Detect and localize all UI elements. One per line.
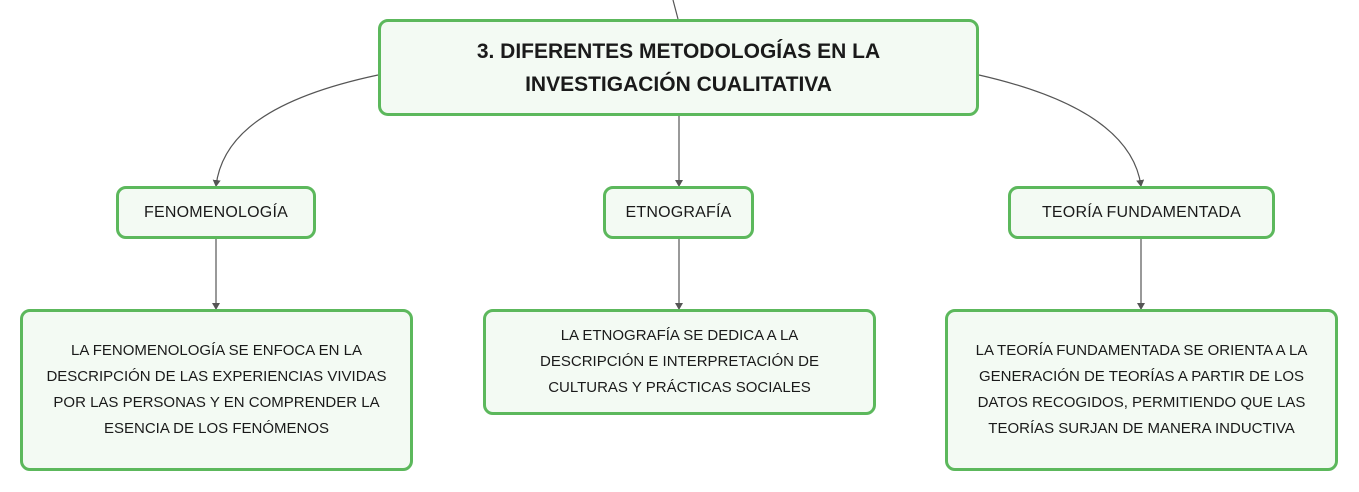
topic-node-etnografia[interactable] — [603, 186, 754, 239]
topic-label-teoria-fundamentada: TEORÍA FUNDAMENTADA — [1041, 203, 1242, 221]
description-text-fenomenologia: LA FENOMENOLOGÍA SE ENFOCA EN LA DESCRIPCIÓN DE LAS EXPERIENCIAS VIVIDAS POR LAS PERSONAS Y EN COMPRENDER LA ESENCIA DE LOS FENÓMENOS — [46, 342, 387, 437]
topic-label-etnografia: ETNOGRAFÍA — [625, 203, 732, 221]
connector-root-to-teoria — [979, 75, 1141, 186]
topic-node-fenomenologia[interactable] — [116, 186, 316, 239]
connector-root-to-fenomenologia — [216, 75, 378, 186]
description-text-etnografia: LA ETNOGRAFÍA SE DEDICA A LA DESCRIPCIÓN E INTERPRETACIÓN DE CULTURAS Y PRÁCTICAS SOCIALES — [540, 327, 819, 396]
root-topic-title: 3. DIFERENTES METODOLOGÍAS EN LA INVESTIGACIÓN CUALITATIVA — [476, 39, 881, 96]
connector-parent-to-root — [673, 0, 678, 19]
description-node-teoria-fundamentada[interactable] — [945, 309, 1338, 471]
topic-node-teoria-fundamentada[interactable] — [1008, 186, 1275, 239]
description-node-fenomenologia[interactable] — [20, 309, 413, 471]
topic-label-fenomenologia: FENOMENOLOGÍA — [144, 203, 288, 221]
description-text-teoria-fundamentada: LA TEORÍA FUNDAMENTADA SE ORIENTA A LA GENERACIÓN DE TEORÍAS A PARTIR DE LOS DATOS RECOGIDOS, PERMITIENDO QUE LAS TEORÍAS SURJAN DE MANERA INDUCTIVA — [975, 342, 1308, 437]
root-topic-node[interactable] — [378, 19, 979, 116]
description-node-etnografia[interactable] — [483, 309, 876, 415]
